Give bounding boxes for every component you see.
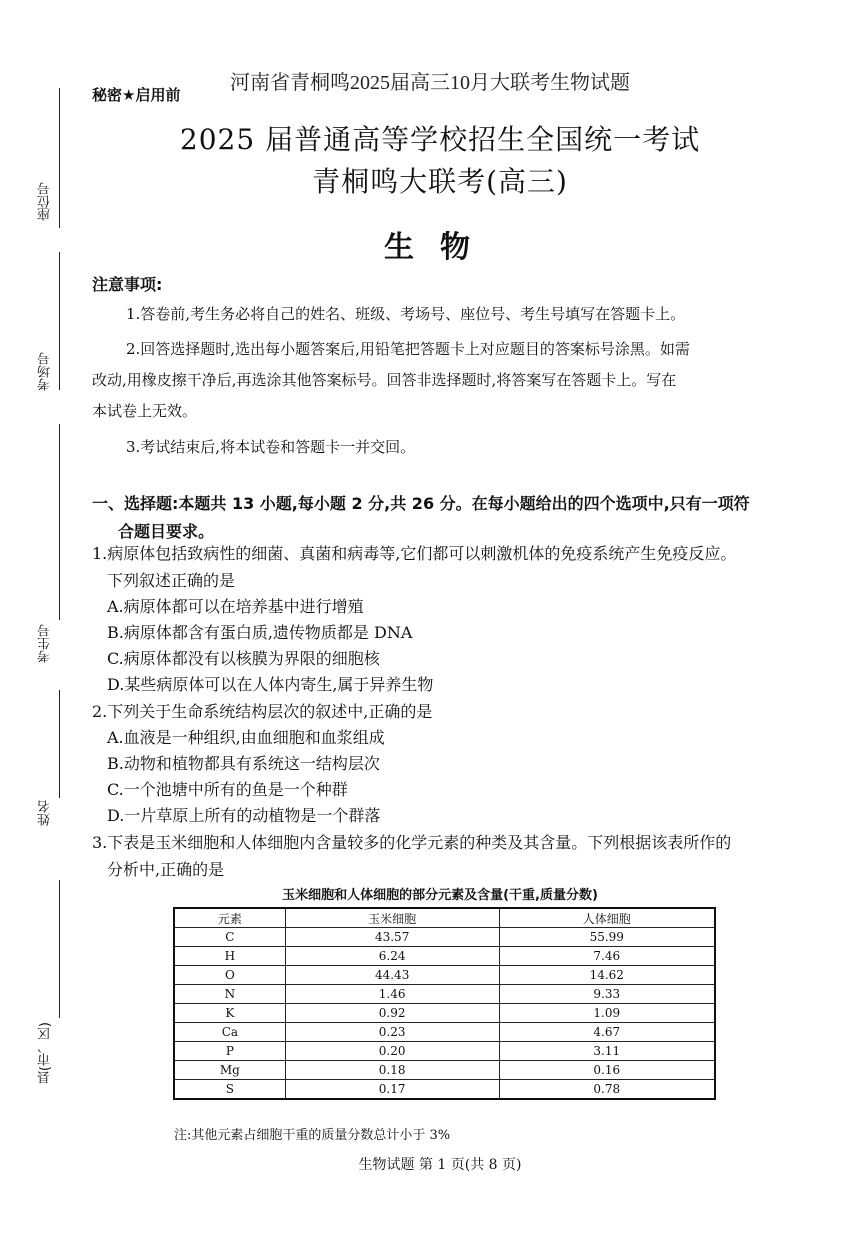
table-cell: 0.78 [499, 1080, 715, 1100]
table-cell: S [174, 1080, 285, 1100]
margin-line [59, 424, 60, 620]
table-header-cell: 元素 [174, 908, 285, 928]
table-row [174, 966, 715, 985]
table-cell: 14.62 [499, 966, 715, 985]
table-row [174, 947, 715, 966]
table-cell: 43.57 [285, 928, 499, 947]
table-row [174, 928, 715, 947]
table-header-row [174, 908, 715, 928]
table-cell: 6.24 [285, 947, 499, 966]
question-2-option-a: A.血液是一种组织,由血细胞和血浆组成 [107, 728, 385, 747]
page-footer: 生物试题 第 1 页(共 8 页) [358, 1157, 522, 1173]
question-2-stem: 2.下列关于生命系统结构层次的叙述中,正确的是 [92, 702, 433, 721]
table-cell: 44.43 [285, 966, 499, 985]
margin-line [59, 690, 60, 798]
margin-line [59, 252, 60, 390]
notice-item: 3.考试结束后,将本试卷和答题卡一并交回。 [126, 438, 416, 456]
document-source-title: 河南省青桐鸣2025届高三10月大联考生物试题 [230, 72, 630, 94]
table-cell: P [174, 1042, 285, 1061]
question-stem-line: 下列叙述正确的是 [107, 571, 236, 590]
table-row [174, 985, 715, 1004]
table-cell: 3.11 [499, 1042, 715, 1061]
table-cell: 0.16 [499, 1061, 715, 1080]
table-cell: 0.18 [285, 1061, 499, 1080]
table-caption: 玉米细胞和人体细胞的部分元素及含量(干重,质量分数) [282, 888, 598, 903]
table-cell: H [174, 947, 285, 966]
table-note: 注:其他元素占细胞干重的质量分数总计小于 3% [174, 1128, 451, 1143]
table-header-cell: 玉米细胞 [285, 908, 499, 928]
table-row [174, 1023, 715, 1042]
question-stem-line: 分析中,正确的是 [107, 860, 225, 879]
candidate-number-label: 考生号 [38, 624, 53, 663]
table-cell: N [174, 985, 285, 1004]
exam-title: 2025 届普通高等学校招生全国统一考试 [179, 123, 701, 156]
table-row [174, 1061, 715, 1080]
question-1-stem [92, 540, 792, 594]
table-cell: K [174, 1004, 285, 1023]
element-content-table [173, 907, 716, 1100]
notice-item: 2.回答选择题时,选出每小题答案后,用铅笔把答题卡上对应题目的答案标号涂黑。如需 [126, 340, 690, 358]
question-stem-line: 1.病原体包括致病性的细菌、真菌和病毒等,它们都可以刺激机体的免疫系统产生免疫反应。 [92, 544, 737, 563]
section-heading-line: 合题目要求。 [118, 522, 215, 541]
county-label: 县(市、区) [38, 1022, 53, 1085]
margin-line [59, 88, 60, 228]
table-row [174, 1080, 715, 1100]
table-cell: 1.46 [285, 985, 499, 1004]
table-cell: O [174, 966, 285, 985]
table-cell: 7.46 [499, 947, 715, 966]
seat-number-label: 座位号 [38, 182, 53, 221]
table-cell: C [174, 928, 285, 947]
confidential-label: 秘密★启用前 [92, 86, 181, 104]
table-row [174, 1004, 715, 1023]
question-2-option-c: C.一个池塘中所有的鱼是一个种群 [107, 780, 348, 799]
table-cell: Ca [174, 1023, 285, 1042]
question-1-option-d: D.某些病原体可以在人体内寄生,属于异养生物 [107, 675, 434, 694]
table-cell: 0.20 [285, 1042, 499, 1061]
question-stem-line: 3.下表是玉米细胞和人体细胞内含量较多的化学元素的种类及其含量。下列根据该表所作的 [92, 833, 732, 852]
subject-title: 生物 [384, 230, 496, 265]
question-2-option-b: B.动物和植物都具有系统这一结构层次 [107, 754, 380, 773]
notice-item: 1.答卷前,考生务必将自己的姓名、班级、考场号、座位号、考生号填写在答题卡上。 [126, 305, 686, 323]
question-1-option-b: B.病原体都含有蛋白质,遗传物质都是 DNA [107, 623, 413, 642]
notice-item: 改动,用橡皮擦干净后,再选涂其他答案标号。回答非选择题时,将答案写在答题卡上。写在 [92, 371, 677, 389]
name-label: 姓名 [38, 800, 53, 826]
exam-subtitle: 青桐鸣大联考(高三) [312, 165, 568, 198]
question-2-option-d: D.一片草原上所有的动植物是一个群落 [107, 806, 381, 825]
notice-heading: 注意事项: [92, 275, 163, 294]
table-cell: 9.33 [499, 985, 715, 1004]
question-3-stem [92, 829, 792, 883]
table-cell: 0.17 [285, 1080, 499, 1100]
table-cell: Mg [174, 1061, 285, 1080]
section-heading-line: 一、选择题:本题共 13 小题,每小题 2 分,共 26 分。在每小题给出的四个选项中,只有一项符 [92, 494, 750, 513]
table-cell: 0.92 [285, 1004, 499, 1023]
table-row [174, 1042, 715, 1061]
table-cell: 4.67 [499, 1023, 715, 1042]
table-cell: 0.23 [285, 1023, 499, 1042]
section-heading [92, 490, 792, 546]
table-header-cell: 人体细胞 [499, 908, 715, 928]
table-cell: 55.99 [499, 928, 715, 947]
question-1-option-a: A.病原体都可以在培养基中进行增殖 [107, 597, 364, 616]
question-1-option-c: C.病原体都没有以核膜为界限的细胞核 [107, 649, 380, 668]
exam-room-label: 考场号 [38, 352, 53, 391]
notice-item: 本试卷上无效。 [92, 402, 198, 420]
table-cell: 1.09 [499, 1004, 715, 1023]
